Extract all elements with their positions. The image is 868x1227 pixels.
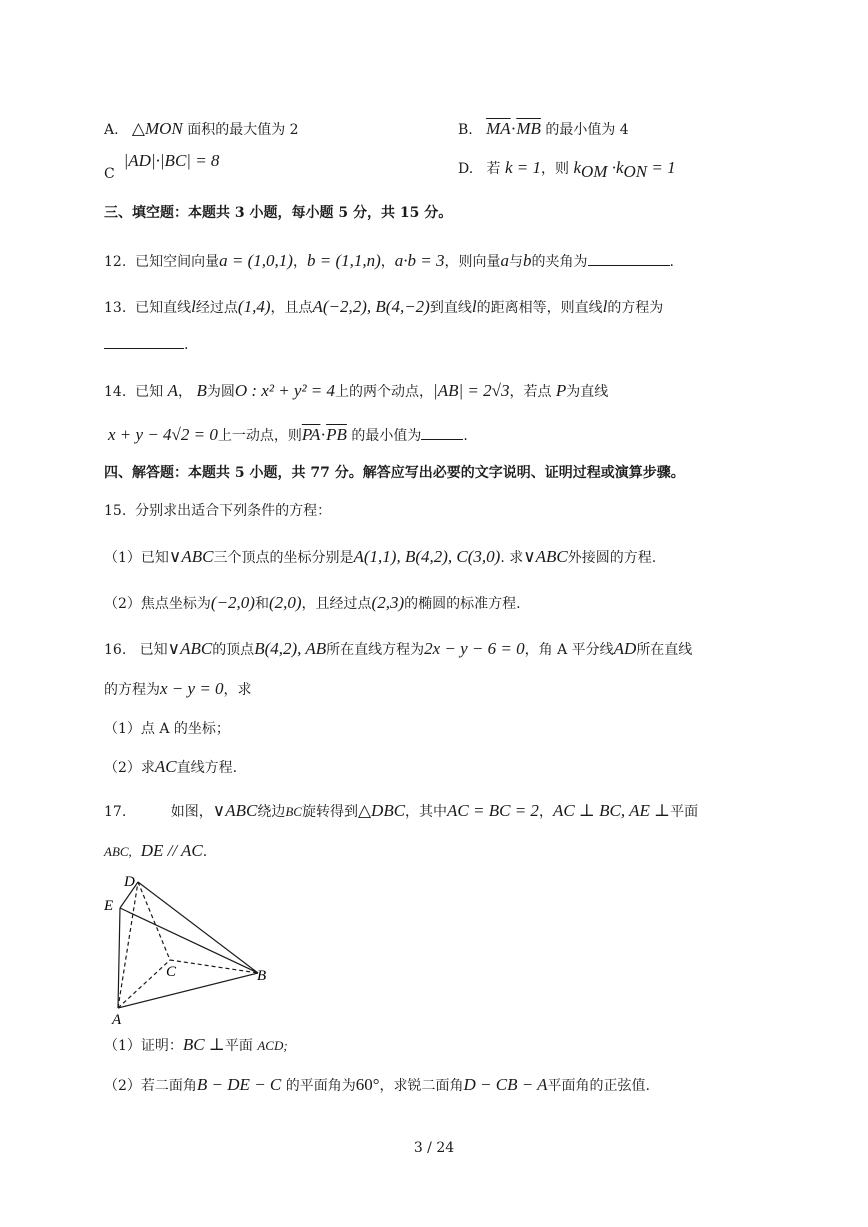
section-3-heading: 三、填空题：本题共 3 小题，每小题 5 分，共 15 分。 (104, 205, 453, 221)
question-15-part-2: （2）焦点坐标为(−2,0)和(2,0)，且经过点(2,3)的椭圆的标准方程. (104, 593, 521, 612)
label-C: C (166, 964, 177, 980)
section-4-heading: 四、解答题：本题共 5 小题，共 77 分。解答应写出必要的文字说明、证明过程或演算步骤。 (104, 465, 685, 481)
question-17-part-2: （2）若二面角B − DE − C 的平面角为60°，求锐二面角D − CB − A平面角的正弦值. (104, 1075, 650, 1094)
label-E: E (104, 898, 114, 914)
geometry-figure (100, 868, 280, 1028)
question-15-part-1: （1）已知∨ABC三个顶点的坐标分别是A(1,1), B(4,2), C(3,0). 求∨ABC外接圆的方程. (104, 547, 657, 566)
label-A: A (112, 1012, 122, 1028)
question-16-part-1: （1）点 A 的坐标； (104, 721, 230, 737)
question-15: 15. 分别求出适合下列条件的方程： (104, 503, 332, 519)
edge-EB (120, 908, 258, 973)
question-16: 16. 已知∨ABC的顶点B(4,2), AB所在直线方程为2x − y − 6 = 0，角 A 平分线AD所在直线 (104, 639, 693, 658)
edge-AC (118, 960, 170, 1008)
question-16-cont: 的方程为x − y = 0，求 (104, 679, 252, 698)
option-b: B. $\overline{MA}\cdot\overline{MB}$ 的最小值为 4 (458, 119, 629, 138)
option-a: A. △MON 面积的最大值为 2 (104, 119, 299, 138)
edge-AD (118, 882, 138, 1008)
answer-blank (421, 427, 463, 440)
question-14: 14. 已知 A， B为圆O : x² + y² = 4上的两个动点，|AB| = 2√3，若点 P为直线 (104, 381, 609, 400)
question-17-part-1: （1）证明：BC ⊥平面 ACD; (104, 1035, 288, 1054)
edge-DB (138, 882, 258, 973)
option-c-math: |AD|·|BC| = 8 (123, 151, 220, 170)
question-17-cont: ABC, DE // AC. (104, 841, 208, 860)
page-number: 3 / 24 (413, 1140, 455, 1156)
edge-EA (118, 908, 120, 1008)
edge-AB (118, 973, 258, 1008)
question-13: 13. 已知直线l经过点(1,4)，且点A(−2,2), B(4,−2)到直线l的距离相等，则直线l的方程为 (104, 297, 664, 316)
option-c: C |AD|·|BC| = 8 (104, 151, 220, 182)
answer-blank (588, 253, 670, 266)
option-d: D. 若 k = 1，则 $k_{OM} \cdot k_{ON} = 1$ (458, 158, 676, 181)
question-17: 17. 如图，∨ABC绕边BC旋转得到△DBC，其中AC = BC = 2，AC ⊥ BC, AE ⊥平面 (104, 801, 699, 820)
question-12: 12. 已知空间向量a = (1,0,1)，b = (1,1,n)，a·b = 3，则向量a与b的夹角为 . (104, 251, 674, 270)
option-a-math: △MON (131, 119, 183, 138)
answer-blank (104, 336, 184, 349)
label-B: B (257, 968, 267, 984)
question-13-blank: . (104, 334, 188, 356)
question-16-part-2: （2）求AC直线方程. (104, 757, 238, 776)
label-D: D (124, 874, 135, 890)
question-14-cont: x + y − 4√2 = 0上一动点，则$\overline{PA}\cdot\overline{PB}$ 的最小值为 . (108, 425, 468, 444)
